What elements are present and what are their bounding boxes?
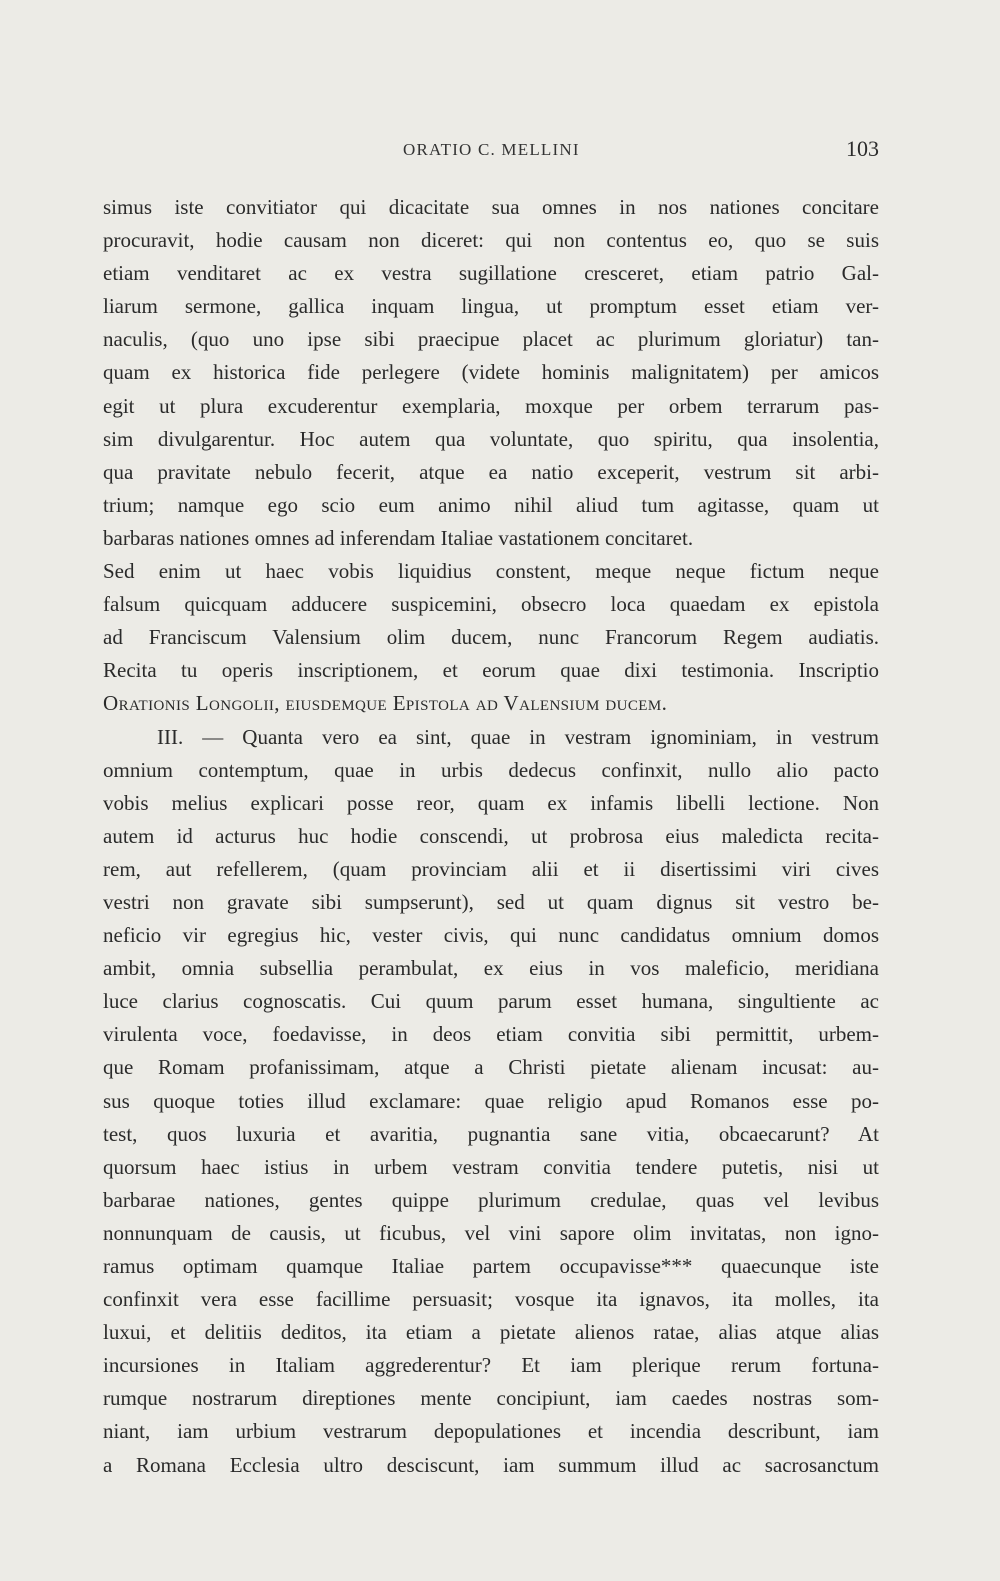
text-line: Recita tu operis inscriptionem, et eorum quae dixi testimonia. Inscriptio (103, 658, 879, 683)
text-line: sus quoque toties illud exclamare: quae religio apud Romanos esse po- (103, 1088, 879, 1113)
text-line: luce clarius cognoscatis. Cui quum parum esset humana, singultiente ac (103, 989, 879, 1014)
text-line: rumque nostrarum direptiones mente concipiunt, iam caedes nostras som- (103, 1386, 879, 1411)
body-text (103, 191, 879, 1482)
text-line: test, quos luxuria et avaritia, pugnantia sane vitia, obcaecarunt? At (103, 1121, 879, 1146)
page-number: 103 (846, 136, 879, 161)
text-line: falsum quicquam adducere suspicemini, obsecro loca quaedam ex epistola (103, 592, 879, 617)
text-line: vestri non gravate sibi sumpserunt), sed ut quam dignus sit vestro be- (103, 889, 879, 914)
text-line: liarum sermone, gallica inquam lingua, ut promptum esset etiam ver- (103, 294, 879, 319)
text-line: que Romam profanissimam, atque a Christi pietate alienam incusat: au- (103, 1055, 879, 1080)
text-line: a Romana Ecclesia ultro desciscunt, iam summum illud ac sacrosanctum (103, 1452, 879, 1477)
text-line: trium; namque ego scio eum animo nihil aliud tum agitasse, quam ut (103, 492, 879, 517)
text-line: omnium contemptum, quae in urbis dedecus confinxit, nullo alio pacto (103, 757, 879, 782)
text-line: incursiones in Italiam aggrederentur? Et iam plerique rerum fortuna- (103, 1353, 879, 1378)
text-line: vobis melius explicari posse reor, quam ex infamis libelli lectione. Non (103, 790, 879, 815)
text-line: Sed enim ut haec vobis liquidius constent, meque neque fictum neque (103, 559, 879, 584)
page-header (103, 136, 879, 164)
text-line: quam ex historica fide perlegere (videte hominis malignitatem) per amicos (103, 360, 879, 385)
text-line: nonnunquam de causis, ut ficubus, vel vini sapore olim invitatas, non igno- (103, 1220, 879, 1245)
text-line: quorsum haec istius in urbem vestram convitia tendere putetis, nisi ut (103, 1154, 879, 1179)
running-head: ORATIO C. MELLINI (403, 140, 580, 159)
text-line: confinxit vera esse facillime persuasit; vosque ita ignavos, ita molles, ita (103, 1287, 879, 1312)
text-line: virulenta voce, foedavisse, in deos etiam convitia sibi permittit, urbem- (103, 1022, 879, 1047)
section-start-line: III. — Quanta vero ea sint, quae in vestram ignominiam, in vestrum (157, 724, 879, 749)
text-line: niant, iam urbium vestrarum depopulationes et incendia describunt, iam (103, 1419, 879, 1444)
text-line: barbaras nationes omnes ad inferendam Italiae vastationem concitaret. (103, 525, 694, 550)
text-line: luxui, et delitiis deditos, ita etiam a pietate alienos ratae, alias atque alias (103, 1320, 879, 1345)
text-line: ad Franciscum Valensium olim ducem, nunc Francorum Regem audiatis. (103, 625, 879, 650)
text-line: egit ut plura excuderentur exemplaria, moxque per orbem terrarum pas- (103, 393, 879, 418)
text-line: sim divulgarentur. Hoc autem qua voluntate, quo spiritu, qua insolentia, (103, 426, 879, 451)
text-line: procuravit, hodie causam non diceret: qui non contentus eo, quo se suis (103, 228, 879, 253)
text-line: simus iste convitiator qui dicacitate sua omnes in nos nationes concitare (103, 195, 879, 219)
text-line: ambit, omnia subsellia perambulat, ex eius in vos maleficio, meridiana (103, 956, 879, 981)
text-line: ramus optimam quamque Italiae partem occupavisse*** quaecunque iste (103, 1254, 879, 1278)
text-line: autem id acturus huc hodie conscendi, ut probrosa eius maledicta recita- (103, 823, 879, 848)
text-line: barbarae nationes, gentes quippe plurimum credulae, quas vel levibus (103, 1187, 879, 1212)
text-line: qua pravitate nebulo fecerit, atque ea natio exceperit, vestrum sit arbi- (103, 459, 879, 484)
text-line: rem, aut refellerem, (quam provinciam alii et ii disertissimi viri cives (103, 856, 879, 881)
inscription-line: Orationis Longolii, eiusdemque Epistola ad Valensium ducem. (103, 691, 668, 716)
text-line: etiam venditaret ac ex vestra sugillatione cresceret, etiam patrio Gal- (103, 261, 879, 286)
text-line: naculis, (quo uno ipse sibi praecipue placet ac plurimum gloriatur) tan- (103, 327, 879, 352)
text-line: neficio vir egregius hic, vester civis, qui nunc candidatus omnium domos (103, 923, 879, 948)
